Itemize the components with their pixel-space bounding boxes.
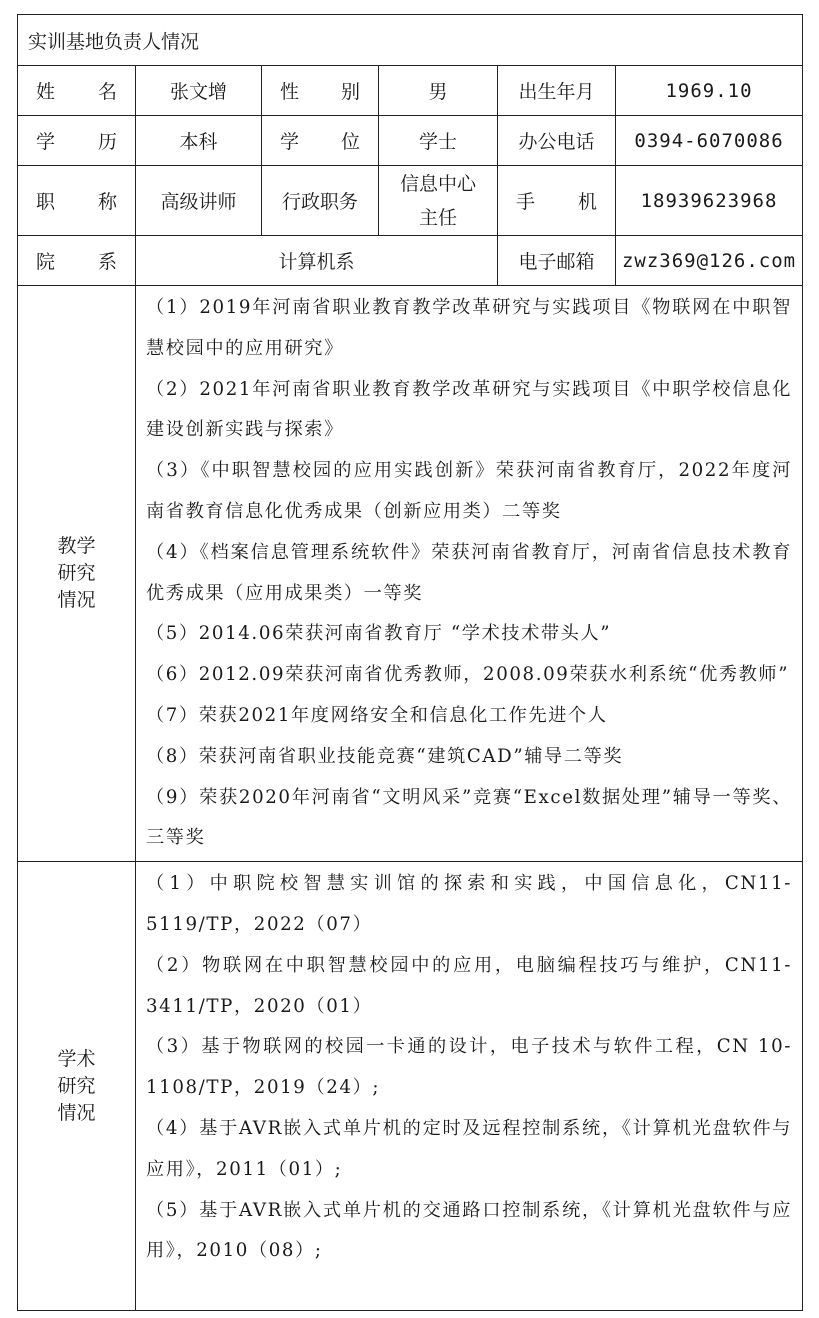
department-label: 院 系 (18, 236, 136, 286)
department-value: 计算机系 (136, 236, 498, 286)
teaching-label-line-2: 研究 (57, 562, 96, 585)
teaching-research-label (18, 286, 136, 862)
basic-info-row-3 (18, 166, 803, 236)
academic-label-line-2: 研究 (57, 1074, 96, 1097)
academic-item: （1）中职院校智慧实训馆的探索和实践，中国信息化，CN11-5119/TP，2022（07） (146, 873, 793, 935)
teaching-item: （5）2014.06荣获河南省教育厅 “学术技术带头人” (146, 623, 612, 645)
email-value: zwz369@126.com (616, 236, 803, 286)
gender-label: 性 别 (262, 66, 379, 116)
personnel-form-table (17, 14, 803, 1311)
academic-item: （3）基于物联网的校园一卡通的设计，电子技术与软件工程，CN 10-1108/TP，2019（24）; (146, 1036, 793, 1099)
form-title: 实训基地负责人情况 (18, 15, 803, 66)
mobile-value: 18939623968 (616, 166, 803, 236)
teaching-label-line-3: 情况 (57, 589, 96, 612)
teaching-item: （7）荣获2021年度网络安全和信息化工作先进个人 (146, 704, 608, 726)
teaching-research-row (18, 286, 803, 862)
degree-label: 学 位 (262, 116, 379, 166)
teaching-label-line-1: 教学 (57, 535, 96, 558)
name-label: 姓 名 (18, 66, 136, 116)
basic-info-row-4 (18, 236, 803, 286)
basic-info-row-2 (18, 116, 803, 166)
teaching-item: （9）荣获2020年河南省“文明风采”竞赛“Excel数据处理”辅导一等奖、三等奖 (146, 786, 793, 849)
professional-title-value: 高级讲师 (136, 166, 262, 236)
admin-position-line-1: 信息中心 (399, 172, 476, 195)
teaching-research-content (136, 286, 803, 862)
academic-research-row (18, 862, 803, 1311)
gender-value: 男 (379, 66, 498, 116)
admin-position-value (379, 166, 498, 236)
education-value: 本科 (136, 116, 262, 166)
teaching-item: （3）《中职智慧校园的应用实践创新》荣获河南省教育厅，2022年度河南省教育信息化优秀成果（创新应用类）二等奖 (146, 460, 793, 522)
teaching-item: （6）2012.09荣获河南省优秀教师，2008.09荣获水利系统“优秀教师” (146, 664, 790, 686)
academic-item: （4）基于AVR嵌入式单片机的定时及远程控制系统，《计算机光盘软件与应用》，2011（01）; (146, 1117, 793, 1180)
name-value: 张文增 (136, 66, 262, 116)
title-row (18, 15, 803, 66)
academic-research-label (18, 862, 136, 1311)
professional-title-label: 职 称 (18, 166, 136, 236)
education-label: 学 历 (18, 116, 136, 166)
email-label: 电子邮箱 (498, 236, 616, 286)
academic-label-line-1: 学术 (57, 1047, 96, 1070)
academic-item: （5）基于AVR嵌入式单片机的交通路口控制系统，《计算机光盘软件与应用》，2010（08）; (146, 1199, 793, 1262)
degree-value: 学士 (379, 116, 498, 166)
basic-info-row-1 (18, 66, 803, 116)
teaching-item: （8）荣获河南省职业技能竞赛“建筑CAD”辅导二等奖 (146, 745, 624, 767)
office-phone-value: 0394-6070086 (616, 116, 803, 166)
admin-position-label: 行政职务 (262, 166, 379, 236)
academic-research-content (136, 862, 803, 1311)
birth-value: 1969.10 (616, 66, 803, 116)
admin-position-line-2: 主任 (418, 206, 457, 229)
academic-label-line-3: 情况 (57, 1101, 96, 1124)
academic-item: （2）物联网在中职智慧校园中的应用，电脑编程技巧与维护，CN11-3411/TP，2020（01） (146, 954, 793, 1017)
teaching-item: （4）《档案信息管理系统软件》荣获河南省教育厅，河南省信息技术教育优秀成果（应用成果类）一等奖 (146, 541, 793, 604)
mobile-label: 手 机 (498, 166, 616, 236)
birth-label: 出生年月 (498, 66, 616, 116)
teaching-item: （1）2019年河南省职业教育教学改革研究与实践项目《物联网在中职智慧校园中的应用研究》 (146, 297, 793, 359)
office-phone-label: 办公电话 (498, 116, 616, 166)
teaching-item: （2）2021年河南省职业教育教学改革研究与实践项目《中职学校信息化建设创新实践与探索》 (146, 378, 793, 441)
